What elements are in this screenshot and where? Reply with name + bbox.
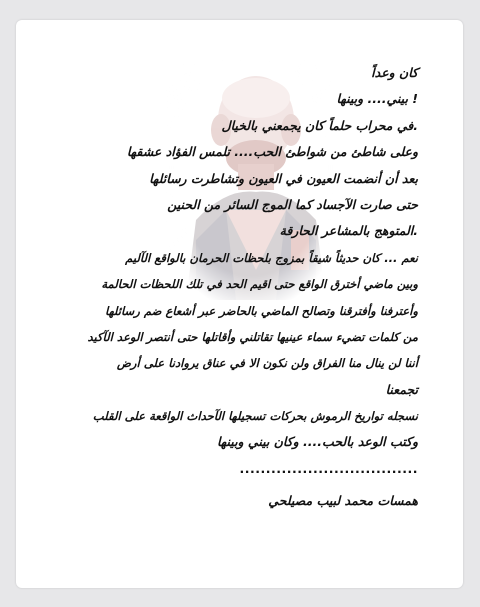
poem-line: وكتب الوعد بالحب.... وكان بيني وبينها <box>216 434 418 450</box>
poem-line: وأعترفنا وأفترقنا وتصالح الماضي بالحاضر عبر أشعاع ضم رسائلها <box>105 303 418 318</box>
poem-line: .المتوهج بالمشاعر الحارقة <box>279 223 418 239</box>
poem-line: أننا لن ينال منا الفراق ولن نكون الا في عناق يروادنا على أرض <box>116 356 418 371</box>
poem-line: من كلمات تضيء سماء عينيها تقاتلني وأقاتلها حتى أنتصر الوعد الآكيد <box>87 329 418 344</box>
poem-line: نعم ... كان حديثاً شيقاً بمزوج بلحظات الحرمان بالواقع الآليم <box>125 250 418 265</box>
poem-line: وعلى شاطئ من شواطئ الحب.... تلمس الفؤاد عشقها <box>126 144 418 160</box>
poem-line: تجمعنا <box>385 381 418 397</box>
poem-line: بعد أن أنضمت العيون في العيون وتشاطرت رسائلها <box>149 170 418 186</box>
poem-line: كان وعداً <box>371 65 418 80</box>
poem-line: حتى صارت الآجساد كما الموج السائر من الحنين <box>167 196 418 212</box>
author-signature: همسات محمد لبيب مصيلحي <box>268 493 418 509</box>
poem-line: ! بيني.... وبينها <box>336 91 418 107</box>
poem-line: نسجله تواريخ الرموش بحركات تسجيلها الآحداث الواقعة على القلب <box>92 409 418 424</box>
poem-text <box>66 60 418 515</box>
poem-line: وبين ماضي أخترق الواقع حتى اقيم الحد في تلك اللحظات الحالمة <box>101 277 418 292</box>
separator-dots: .................................. <box>239 460 418 476</box>
poem-card <box>16 20 463 588</box>
poem-line: .في محراب حلماً كان يجمعني بالخيال <box>221 117 418 133</box>
